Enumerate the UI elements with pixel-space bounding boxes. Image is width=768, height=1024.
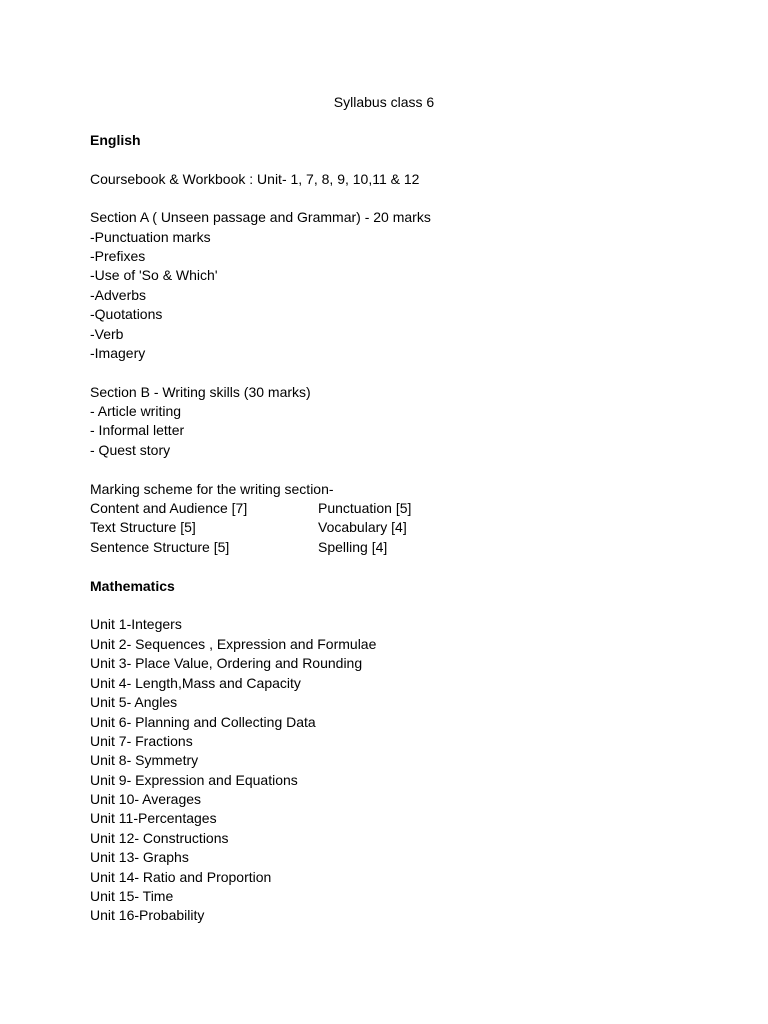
math-unit: Unit 16-Probability [90,907,205,923]
document-title: Syllabus class 6 [333,94,435,110]
marking-scheme-left: Sentence Structure [5] [90,539,230,555]
marking-scheme-right: Vocabulary [4] [318,519,407,535]
section-a-item: -Prefixes [90,248,146,264]
english-heading: English [90,132,141,148]
math-unit: Unit 15- Time [90,888,174,904]
marking-scheme-right: Spelling [4] [318,539,388,555]
section-a-item: -Use of 'So & Which' [90,267,218,283]
marking-scheme-right: Punctuation [5] [318,500,412,516]
math-unit: Unit 4- Length,Mass and Capacity [90,675,301,691]
section-a-item: -Punctuation marks [90,229,211,245]
marking-scheme-heading: Marking scheme for the writing section- [90,481,334,497]
section-b-item: - Article writing [90,403,182,419]
math-unit: Unit 5- Angles [90,694,178,710]
math-unit: Unit 3- Place Value, Ordering and Rounding [90,655,363,671]
marking-scheme-left: Content and Audience [7] [90,500,248,516]
math-unit: Unit 13- Graphs [90,849,189,865]
math-unit: Unit 11-Percentages [90,810,217,826]
section-b-item: - Quest story [90,442,171,458]
math-unit: Unit 2- Sequences , Expression and Formulae [90,636,377,652]
marking-scheme-left: Text Structure [5] [90,519,196,535]
section-a-item: -Imagery [90,345,146,361]
math-unit: Unit 1-Integers [90,616,182,632]
math-unit: Unit 8- Symmetry [90,752,199,768]
mathematics-heading: Mathematics [90,578,175,594]
english-books: Coursebook & Workbook : Unit- 1, 7, 8, 9, 10,11 & 12 [90,171,420,187]
math-unit: Unit 12- Constructions [90,830,229,846]
math-unit: Unit 9- Expression and Equations [90,772,298,788]
math-unit: Unit 10- Averages [90,791,202,807]
math-unit: Unit 7- Fractions [90,733,193,749]
section-a-item: -Quotations [90,306,163,322]
section-a-item: -Verb [90,326,124,342]
section-a-heading: Section A ( Unseen passage and Grammar) - 20 marks [90,209,431,225]
math-unit: Unit 14- Ratio and Proportion [90,869,272,885]
math-unit: Unit 6- Planning and Collecting Data [90,714,316,730]
section-a-item: -Adverbs [90,287,147,303]
section-b-item: - Informal letter [90,422,185,438]
section-b-heading: Section B - Writing skills (30 marks) [90,384,311,400]
